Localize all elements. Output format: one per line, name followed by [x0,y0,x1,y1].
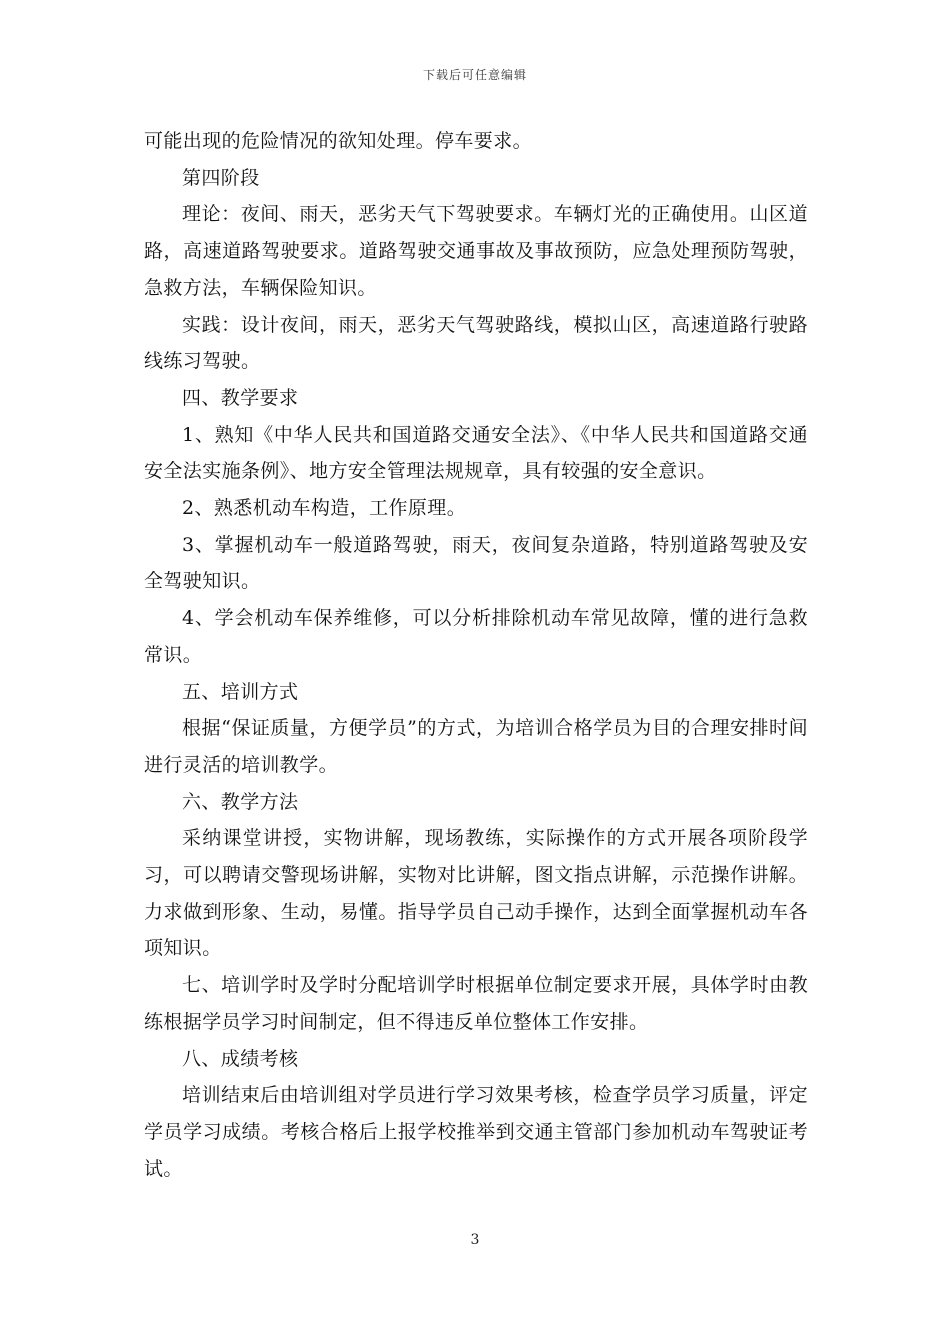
paragraph-teaching-method: 采纳课堂讲授，实物讲解，现场教练，实际操作的方式开展各项阶段学习，可以聘请交警现场讲解，实物对比讲解，图文指点讲解，示范操作讲解。力求做到形象、生动，易懂。指导学员自己动手操作，达到全面掌握机动车各项知识。 [144,827,808,960]
paragraph-continuation: 可能出现的危险情况的欲知处理。停车要求。 [144,130,533,152]
paragraph-practice: 实践：设计夜间，雨天，恶劣天气驾驶路线，模拟山区，高速道路行驶路线练习驾驶。 [144,313,808,373]
paragraph-theory: 理论：夜间、雨天，恶劣天气下驾驶要求。车辆灯光的正确使用。山区道路，高速道路驾驶要求。道路驾驶交通事故及事故预防，应急处理预防驾驶，急救方法，车辆保险知识。 [144,203,808,299]
section-heading-assessment: 八、成绩考核 [182,1047,299,1070]
requirement-item-2: 2、熟悉机动车构造，工作原理。 [182,497,467,520]
section-heading-teaching-method: 六、教学方法 [182,790,299,813]
page-header-note: 下载后可任意编辑 [422,68,527,82]
section-heading-stage-four: 第四阶段 [182,166,260,189]
requirement-item-1: 1、熟知《中华人民共和国道路交通安全法》、《中华人民共和国道路交通安全法实施条例》、地方安全管理法规规章，具有较强的安全意识。 [144,423,808,483]
document-body [144,123,808,1187]
paragraph-training-mode: 根据“保证质量，方便学员”的方式，为培训合格学员为目的合理安排时间进行灵活的培训教学。 [144,717,808,776]
paragraph-assessment: 培训结束后由培训组对学员进行学习效果考核，检查学员学习质量，评定学员学习成绩。考核合格后上报学校推举到交通主管部门参加机动车驾驶证考试。 [144,1084,808,1180]
paragraph-training-hours: 七、培训学时及学时分配培训学时根据单位制定要求开展，具体学时由教练根据学员学习时间制定，但不得违反单位整体工作安排。 [144,974,808,1033]
requirement-item-3: 3、掌握机动车一般道路驾驶，雨天，夜间复杂道路，特别道路驾驶及安全驾驶知识。 [144,533,808,593]
section-heading-training-mode: 五、培训方式 [182,680,299,703]
requirement-item-4: 4、学会机动车保养维修，可以分析排除机动车常见故障，懂的进行急救常识。 [144,607,808,666]
page-number: 3 [470,1232,480,1248]
section-heading-teaching-requirements: 四、教学要求 [182,386,299,409]
